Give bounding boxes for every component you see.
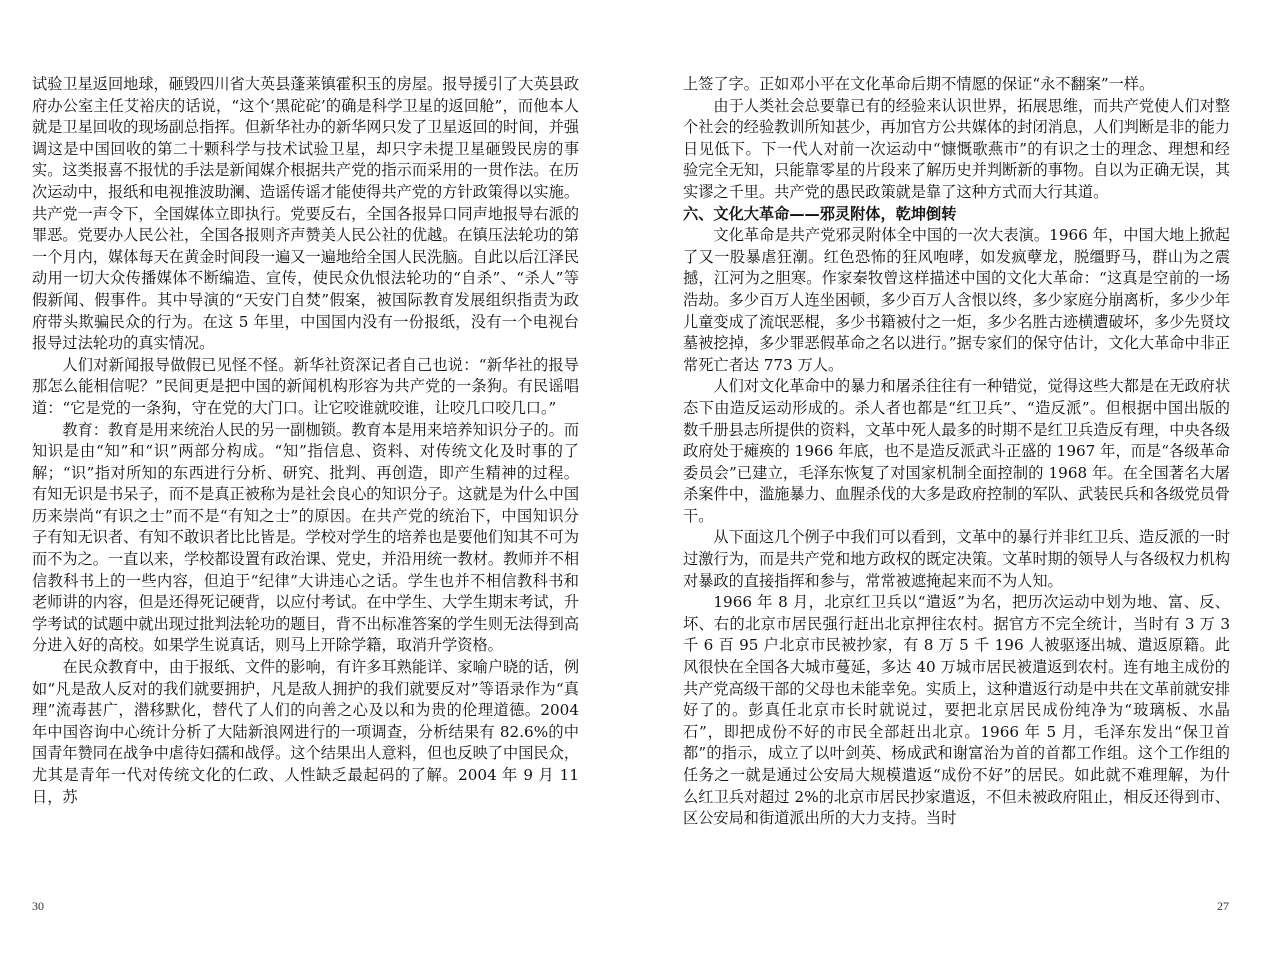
right-paragraph-4: 人们对文化革命中的暴力和屠杀往往有一种错觉，觉得这些大都是在无政府状态下由造反运动形成的。杀人者也都是“红卫兵”、“造反派”。但根据中国出版的数千册县志所提供的资料，文革中死人最多的时期不是红卫兵造反有理，中央各级政府处于瘫痪的 1966 年底，也不是造反派武斗正盛的 1967 年，而是“各级革命委员会”已建立，毛泽东恢复了对国家机制全面控制的 1968 年。在全国著名大屠杀案件中，滥施暴力、血腥杀伐的大多是政府控制的军队、武装民兵和各级党员骨干。 <box>683 377 1230 525</box>
left-page-number: 30 <box>32 899 44 913</box>
left-paragraph-1: 试验卫星返回地球，砸毁四川省大英县蓬莱镇霍积玉的房屋。报导援引了大英县政府办公室主任艾裕庆的话说，“这个‘黑砣砣’的确是科学卫星的返回舱”，而他本人就是卫星回收的现场副总指挥。但新华社办的新华网只发了卫星返回的时间，并强调这是中国回收的第二十颗科学与技术试验卫星，却只字未提卫星砸毁民房的事实。这类报喜不报忧的手法是新闻媒介根据共产党的指示而采用的一贯作法。在历次运动中，报纸和电视推波助澜、造谣传谣才能使得共产党的方针政策得以实施。共产党一声令下，全国媒体立即执行。党要反右，全国各报异口同声地报导右派的罪恶。党要办人民公社，全国各报则齐声赞美人民公社的优越。在镇压法轮功的第一个月内，媒体每天在黄金时间段一遍又一遍地给全国人民洗脑。自此以后江泽民动用一切大众传播媒体不断编造、宣传，使民众仇恨法轮功的“自杀”、“杀人”等假新闻、假事件。其中导演的“天安门自焚”假案，被国际教育发展组织指责为政府带头欺骗民众的行为。在这 5 年里，中国国内没有一份报纸，没有一个电视台报导过法轮功的真实情况。 <box>32 75 579 353</box>
right-page-number: 27 <box>1217 899 1229 913</box>
section-heading: 六、文化大革命——邪灵附体，乾坤倒转 <box>683 204 957 223</box>
right-paragraph-6: 1966 年 8 月，北京红卫兵以“遣返”为名，把历次运动中划为地、富、反、坏、右的北京市居民强行赶出北京押往农村。据官方不完全统计，当时有 3 万 3 千 6 百 95 户北京市民被抄家，有 8 万 5 千 196 人被驱逐出城、遣返原籍。此风很快在全国各大城市蔓延，多达 40 万城市居民被遣返到农村。连有地主成份的共产党高级干部的父母也未能幸免。实质上，这种遣返行动是中共在文革前就安排好了的。彭真任北京市长时就说过，要把北京居民成份纯净为“玻璃板、水晶石”，即把成份不好的市民全部赶出北京。1966 年 5 月，毛泽东发出“保卫首都”的指示，成立了以叶剑英、杨成武和谢富治为首的首都工作组。这个工作组的任务之一就是通过公安局大规模遣返“成份不好”的居民。如此就不难理解，为什么红卫兵对超过 2%的北京市居民抄家遣返，不但未被政府阻止，相反还得到市、区公安局和街道派出所的大力支持。当时 <box>683 593 1230 828</box>
left-page <box>32 74 579 808</box>
left-paragraph-4: 在民众教育中，由于报纸、文件的影响，有许多耳熟能详、家喻户晓的话，例如“凡是敌人反对的我们就要拥护，凡是敌人拥护的我们就要反对”等语录作为“真理”流毒甚广，潜移默化，替代了人们的向善之心及以和为贵的伦理道德。2004 年中国咨询中心统计分析了大陆新浪网进行的一项调查，分析结果有 82.6%的中国青年赞同在战争中虐待妇孺和战俘。这个结果出人意料，但也反映了中国民众，尤其是青年一代对传统文化的仁政、人性缺乏最起码的了解。2004 年 9 月 11 日，苏 <box>32 658 579 806</box>
left-paragraph-3: 教育：教育是用来统治人民的另一副枷锁。教育本是用来培养知识分子的。而知识是由“知”和“识”两部分构成。“知”指信息、资料、对传统文化及时事的了解；“识”指对所知的东西进行分析、研究、批判、再创造，即产生精神的过程。有知无识是书呆子，而不是真正被称为是社会良心的知识分子。这就是为什么中国历来崇尚“有识之士”而不是“有知之士”的原因。在共产党的统治下，中国知识分子有知无识者、有知不敢识者比比皆是。学校对学生的培养也是要他们知其不可为而不为之。一直以来，学校都设置有政治课、党史，并沿用统一教材。教师并不相信教科书上的一些内容，但迫于“纪律”大讲违心之话。学生也并不相信教科书和老师讲的内容，但是还得死记硬背，以应付考试。在中学生、大学生期末考试，升学考试的试题中就出现过批判法轮功的题目，背不出标准答案的学生则无法得到高分进入好的高校。如果学生说真话，则马上开除学籍，取消升学资格。 <box>32 420 579 655</box>
right-page <box>683 74 1230 830</box>
right-paragraph-5: 从下面这几个例子中我们可以看到，文革中的暴行并非红卫兵、造反派的一时过激行为，而是共产党和地方政权的既定决策。文革时期的领导人与各级权力机构对暴政的直接指挥和参与，常常被遮掩起来而不为人知。 <box>683 528 1230 590</box>
left-paragraph-2: 人们对新闻报导做假已见怪不怪。新华社资深记者自己也说：“新华社的报导那怎么能相信呢？”民间更是把中国的新闻机构形容为共产党的一条狗。有民谣唱道：“它是党的一条狗，守在党的大门口。让它咬谁就咬谁，让咬几口咬几口。” <box>32 355 579 417</box>
right-paragraph-2: 由于人类社会总要靠已有的经验来认识世界，拓展思维，而共产党使人们对整个社会的经验教训所知甚少，再加官方公共媒体的封闭消息，人们判断是非的能力日见低下。下一代人对前一次运动中“慷慨歌燕市”的有识之士的理念、理想和经验完全无知，只能靠零星的片段来了解历史并判断新的事物。自以为正确无误，其实谬之千里。共产党的愚民政策就是靠了这种方式而大行其道。 <box>683 96 1230 201</box>
right-paragraph-3: 文化革命是共产党邪灵附体全中国的一次大表演。1966 年，中国大地上掀起了又一股暴虐狂潮。红色恐怖的狂风咆哮，如发疯孽龙，脱缰野马，群山为之震撼，江河为之胆寒。作家秦牧曾这样描述中国的文化大革命：“这真是空前的一场浩劫。多少百万人连坐困顿，多少百万人含恨以终，多少家庭分崩离析，多少少年儿童变成了流氓恶棍，多少书籍被付之一炬，多少名胜古迹横遭破坏，多少先贤坟墓被挖掉，多少罪恶假革命之名以进行。”据专家们的保守估计，文化大革命中非正常死亡者达 773 万人。 <box>683 226 1230 374</box>
right-paragraph-1: 上签了字。正如邓小平在文化革命后期不情愿的保证“永不翻案”一样。 <box>683 75 1155 93</box>
